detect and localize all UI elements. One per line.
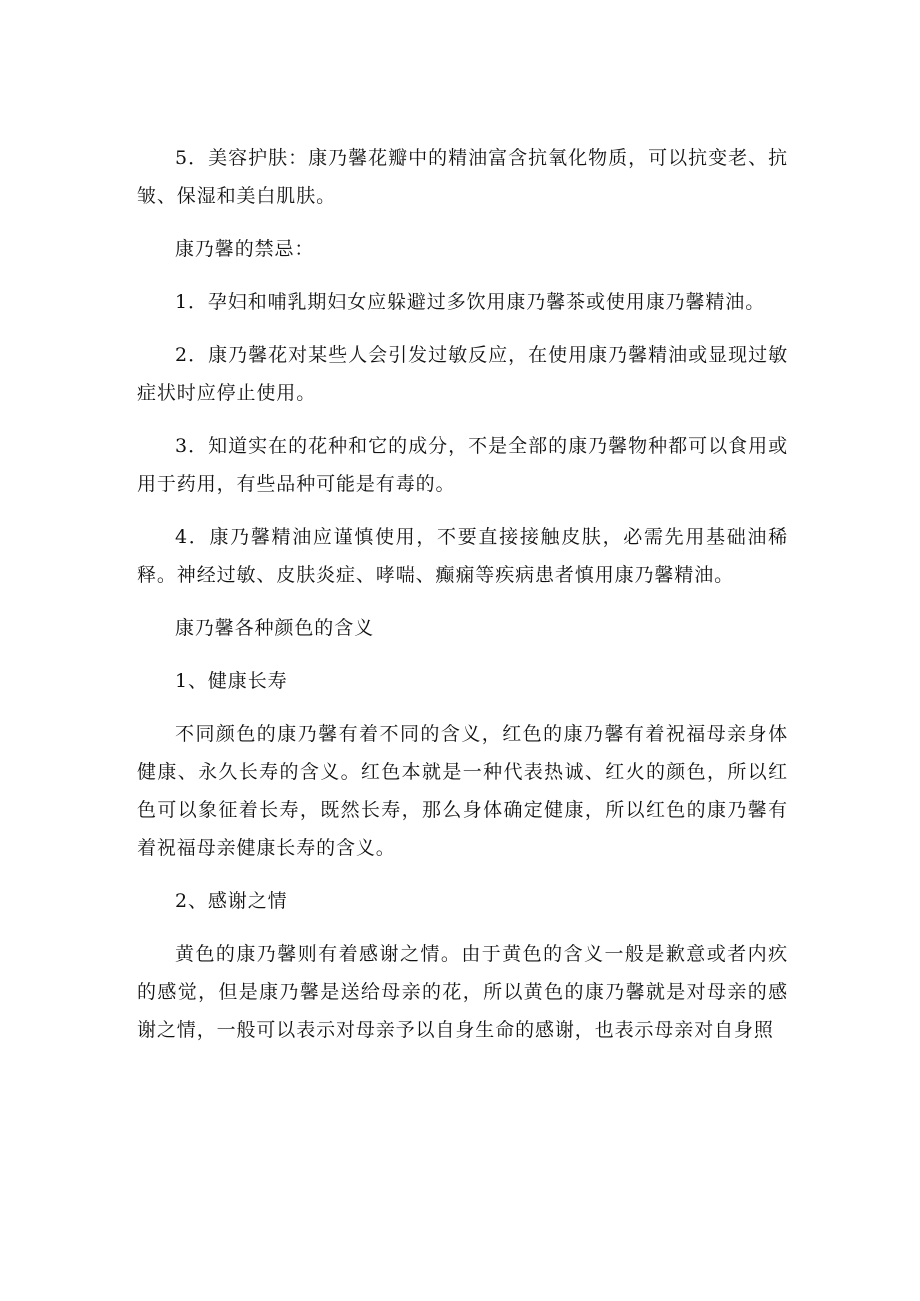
paragraph-beauty-skincare: 5．美容护肤：康乃馨花瓣中的精油富含抗氧化物质，可以抗变老、抗皱、保湿和美白肌肤。 — [137, 147, 788, 207]
subheading-gratitude: 2、感谢之情 — [175, 890, 288, 912]
paragraph-contraindication-4: 4．康乃馨精油应谨慎使用，不要直接接触皮肤，必需先用基础油稀释。神经过敏、皮肤炎症、哮喘、癫痫等疾病患者慎用康乃馨精油。 — [137, 526, 788, 586]
subheading-health-longevity: 1、健康长寿 — [175, 670, 288, 692]
paragraph-contraindication-3: 3．知道实在的花种和它的成分，不是全部的康乃馨物种都可以食用或用于药用，有些品种可能是有毒的。 — [137, 435, 788, 495]
paragraph-contraindication-2: 2．康乃馨花对某些人会引发过敏反应，在使用康乃馨精油或显现过敏症状时应停止使用。 — [137, 344, 788, 404]
heading-color-meanings: 康乃馨各种颜色的含义 — [175, 617, 375, 639]
heading-contraindications: 康乃馨的禁忌： — [175, 238, 315, 260]
paragraph-contraindication-1: 1．孕妇和哺乳期妇女应躲避过多饮用康乃馨茶或使用康乃馨精油。 — [175, 291, 766, 313]
paragraph-red-carnation: 不同颜色的康乃馨有着不同的含义，红色的康乃馨有着祝福母亲身体健康、永久长寿的含义。红色本就是一种代表热诚、红火的颜色，所以红色可以象征着长寿，既然长寿，那么身体确定健康，所以红色的康乃馨有着祝福母亲健康长寿的含义。 — [137, 723, 788, 859]
paragraph-yellow-carnation: 黄色的康乃馨则有着感谢之情。由于黄色的含义一般是歉意或者内疚的感觉，但是康乃馨是送给母亲的花，所以黄色的康乃馨就是对母亲的感谢之情，一般可以表示对母亲予以自身生命的感谢，也表示母亲对自身照 — [137, 943, 788, 1041]
